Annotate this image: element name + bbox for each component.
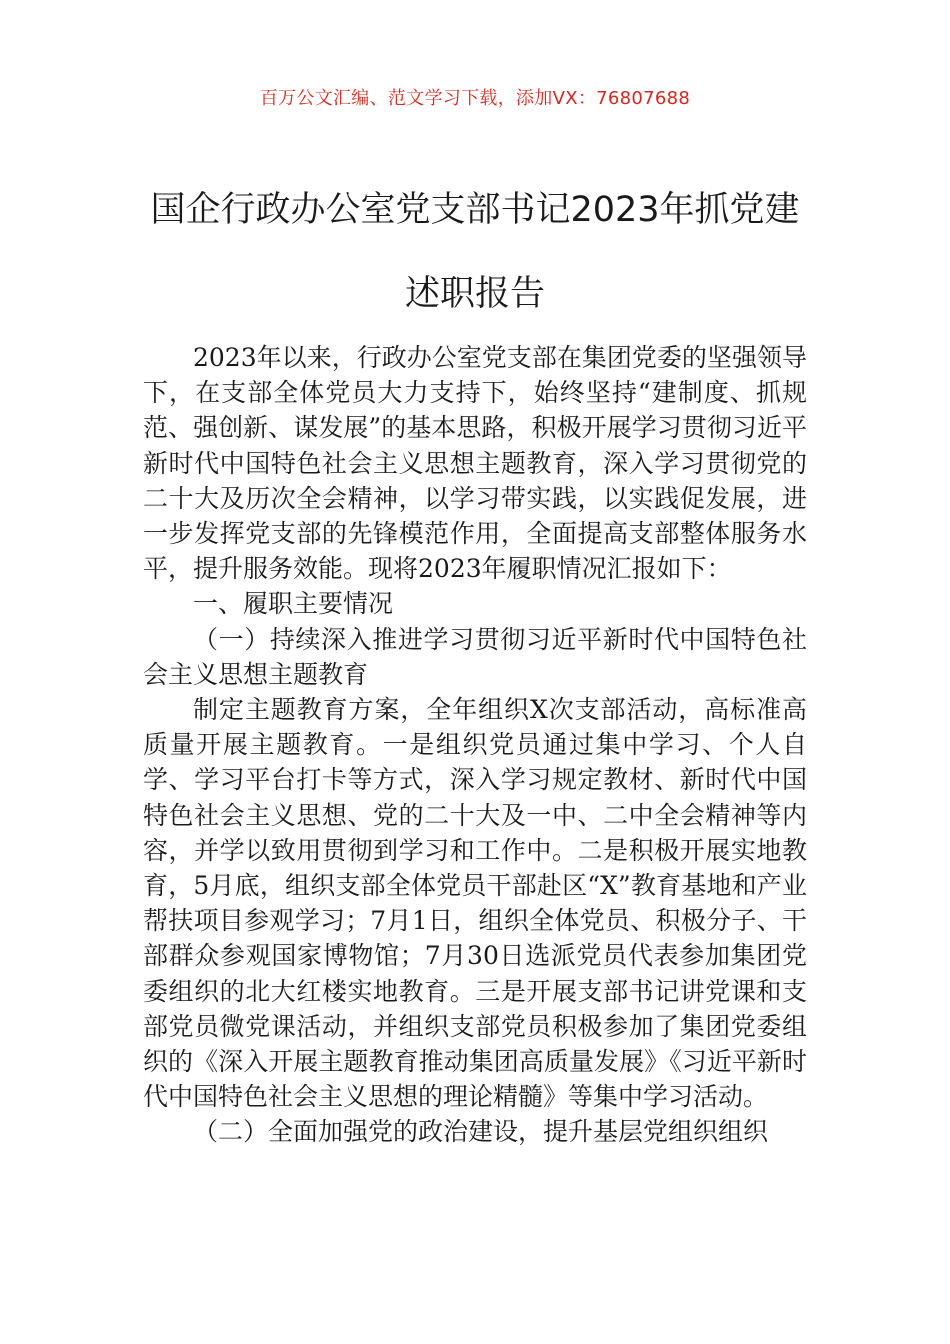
paragraph-subsection-1: 制定主题教育方案，全年组织X次支部活动，高标准高质量开展主题教育。一是组织党员通过集中学习、个人自学、学习平台打卡等方式，深入学习规定教材、新时代中国特色社会主义思想、党的二十大及一中、二中全会精神等内容，并学以致用贯彻到学习和工作中。二是积极开展实地教育，5月底，组织支部全体党员干部赴区“X”教育基地和产业帮扶项目参观学习；7月1日，组织全体党员、积极分子、干部群众参观国家博物馆；7月30日选派党员代表参加集团党委组织的北大红楼实地教育。三是开展支部书记讲党课和支部党员微党课活动，并组织支部党员积极参加了集团党委组织的《深入开展主题教育推动集团高质量发展》《习近平新时代中国特色社会主义思想的理论精髓》等集中学习活动。 <box>143 695 807 1112</box>
subsection-heading-1: （一）持续深入推进学习贯彻习近平新时代中国特色社会主义思想主题教育 <box>143 624 807 689</box>
header-note: 百万公文汇编、范文学习下载，添加VX：76807688 <box>259 88 691 109</box>
paragraph-intro: 2023年以来，行政办公室党支部在集团党委的坚强领导下，在支部全体党员大力支持下，始终坚持“建制度、抓规范、强创新、谋发展”的基本思路，积极开展学习贯彻习近平新时代中国特色社会主义思想主题教育，深入学习贯彻党的二十大及历次全会精神，以学习带实践，以实践促发展，进一步发挥党支部的先锋模范作用，全面提高支部整体服务水平，提升服务效能。现将2023年履职情况汇报如下： <box>143 343 807 584</box>
document-title <box>120 168 830 336</box>
title-line-1: 国企行政办公室党支部书记2023年抓党建 <box>150 190 800 230</box>
title-line-2: 述职报告 <box>404 274 545 314</box>
section-heading-1: 一、履职主要情况 <box>193 589 394 619</box>
subsection-heading-2: （二）全面加强党的政治建设，提升基层党组织组织 <box>193 1117 769 1147</box>
document-body <box>143 340 807 1150</box>
